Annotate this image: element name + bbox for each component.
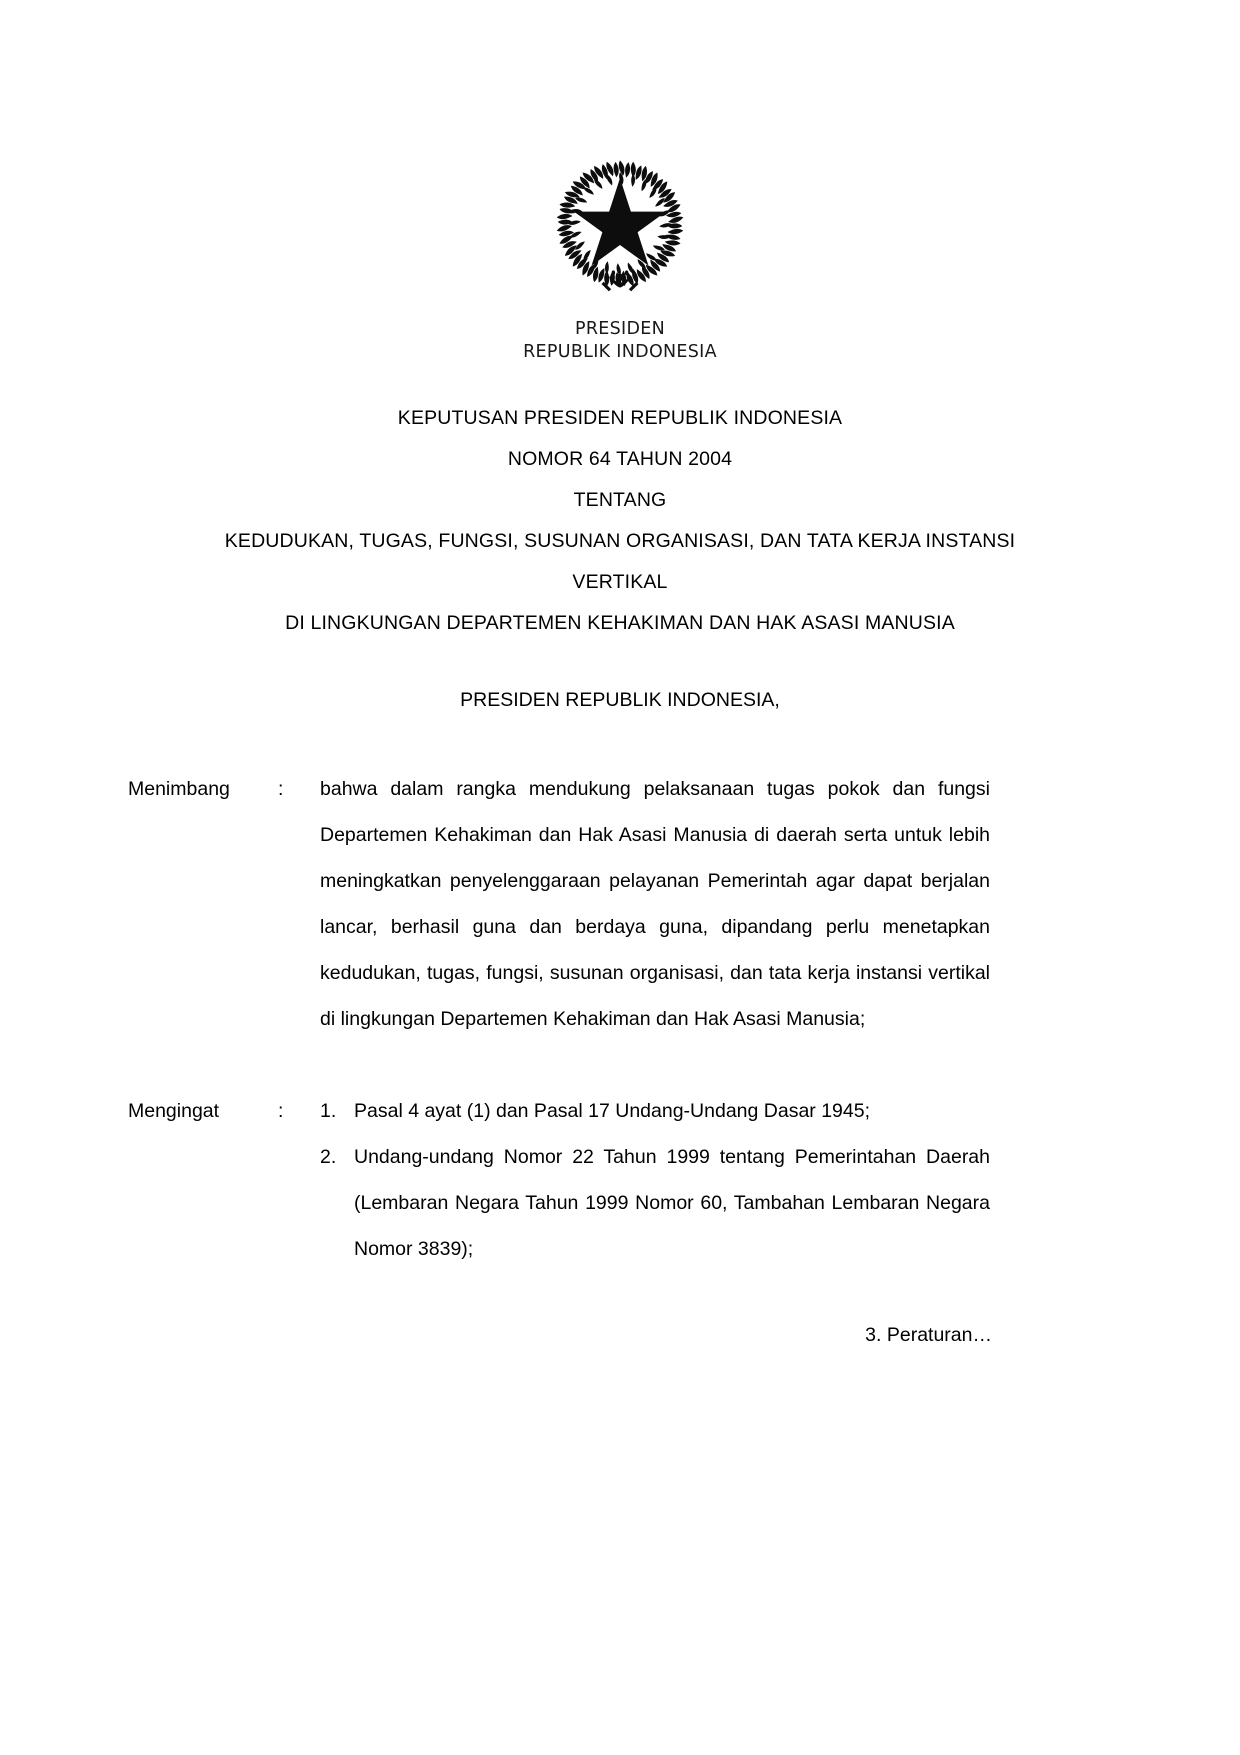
institution-line-2: REPUBLIK INDONESIA <box>523 342 717 362</box>
list-item-marker: 2. <box>320 1146 337 1168</box>
clause-menimbang <box>128 766 990 1042</box>
list-item-text: Pasal 4 ayat (1) dan Pasal 17 Undang-Undang Dasar 1945; <box>354 1100 870 1122</box>
continuation-marker: 3. Peraturan… <box>865 1324 992 1346</box>
list-item-marker: 1. <box>320 1100 337 1122</box>
document-title-block <box>0 398 1240 644</box>
list-item <box>320 1088 990 1134</box>
clause-colon-menimbang: : <box>278 778 284 800</box>
clause-text-menimbang: bahwa dalam rangka mendukung pelaksanaan tugas pokok dan fungsi Departemen Kehakiman dan Hak Asasi Manusia di daerah serta untuk lebih meningkatkan penyelenggaraan pelayanan Pemerintah agar dapat berjalan lancar, berhasil guna dan berdaya guna, dipandang perlu menetapkan kedudukan, tugas, fungsi, susunan organisasi, dan tata kerja instansi vertikal di lingkungan Departemen Kehakiman dan Hak Asasi Manusia; <box>320 778 990 1030</box>
institution-caption <box>0 318 1240 364</box>
clause-colon-mengingat: : <box>278 1100 284 1122</box>
title-line-subject-2: VERTIKAL <box>572 571 668 593</box>
title-line-tentang: TENTANG <box>573 489 667 511</box>
clause-mengingat <box>128 1088 990 1272</box>
list-item-text: Undang-undang Nomor 22 Tahun 1999 tentang Pemerintahan Daerah (Lembaran Negara Tahun 1999 Nomor 60, Tambahan Lembaran Negara Nomor 3839); <box>354 1146 990 1260</box>
title-line-decree: KEPUTUSAN PRESIDEN REPUBLIK INDONESIA <box>397 407 843 429</box>
institution-line-1: PRESIDEN <box>574 319 666 339</box>
title-line-subject-3: DI LINGKUNGAN DEPARTEMEN KEHAKIMAN DAN HAK ASASI MANUSIA <box>285 612 955 634</box>
clauses-container <box>128 766 990 1272</box>
title-line-number: NOMOR 64 TAHUN 2004 <box>507 448 733 470</box>
mengingat-list <box>320 1088 990 1272</box>
title-line-subject-1: KEDUDUKAN, TUGAS, FUNGSI, SUSUNAN ORGANISASI, DAN TATA KERJA INSTANSI <box>224 530 1016 552</box>
emblem-container <box>0 150 1240 298</box>
clause-body-mengingat <box>320 1088 990 1272</box>
clause-label-menimbang: Menimbang <box>128 778 230 800</box>
garuda-star-wreath-emblem <box>546 150 694 298</box>
list-item <box>320 1134 990 1272</box>
salutation-line: PRESIDEN REPUBLIK INDONESIA, <box>460 689 780 711</box>
clause-label-mengingat: Mengingat <box>128 1100 220 1122</box>
clause-body-menimbang <box>320 766 990 1042</box>
